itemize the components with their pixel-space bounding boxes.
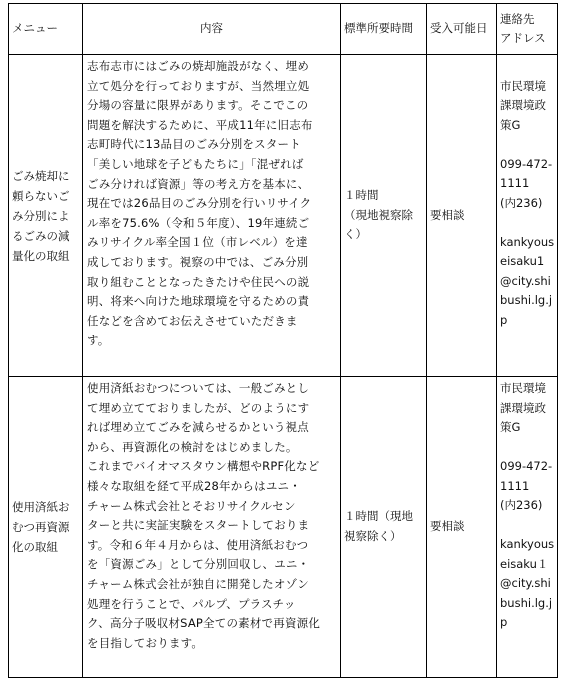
content-line: を目指しております。 <box>87 635 204 650</box>
contact-dept-line: 市民環境 <box>500 78 546 93</box>
contact-email-line: kankyous <box>500 234 555 249</box>
menu-line: むつ再資源 <box>12 520 70 534</box>
tour-menu-table <box>8 3 558 678</box>
contact-dept-line: 策G <box>500 117 521 132</box>
time-cell <box>341 377 427 678</box>
header-content: 内容 <box>83 4 341 55</box>
contact-phone-line: (内236) <box>500 498 543 512</box>
content-line: 現在では26品目のごみ分別を行いリサイク <box>87 196 312 211</box>
content-line: 分場の容量に限界があります。そこでこの <box>87 98 309 113</box>
time-line: １時間 <box>344 188 379 203</box>
content-line: れば埋め立てごみを減らせるかという視点 <box>87 420 309 435</box>
contact-cell <box>497 55 558 377</box>
menu-line: ごみ焼却に <box>12 168 70 183</box>
menu-line: 頼らないご <box>12 188 70 203</box>
content-line: 処理を行うことで、パルプ、プラスチッ <box>87 596 296 611</box>
header-time: 標準所要時間 <box>341 4 427 55</box>
content-cell <box>83 377 341 678</box>
content-line: 使用済紙おむつについては、一般ごみとし <box>87 381 310 395</box>
contact-phone-line: 099-472- <box>500 459 553 473</box>
contact-dept-line: 策G <box>500 420 521 434</box>
content-line: チャーム株式会社とそおリサイクルセン <box>87 498 296 513</box>
menu-line: るごみの減 <box>12 228 70 243</box>
content-line: す。 <box>87 333 110 348</box>
menu-line: 使用済紙お <box>12 500 70 514</box>
content-line: 志町時代に13品目のごみ分別をスタート <box>87 137 301 152</box>
contact-email-line: kankyous <box>500 537 555 551</box>
header-menu: メニュー <box>9 4 83 55</box>
header-row <box>9 4 558 55</box>
contact-email-line: p <box>500 615 508 629</box>
content-line: ごみ分ければ資源」等の考え方を基本に、 <box>87 176 310 191</box>
content-line: 様々な取組を経て平成28年からはユニ・ <box>87 478 301 493</box>
time-line: （現地視察除 <box>344 207 413 222</box>
content-line: みリサイクル率全国１位（市レベル）を達 <box>87 235 308 250</box>
content-line: これまでバイオマスタウン構想やRPF化など <box>87 459 320 474</box>
contact-email-line: eisaku1 <box>500 254 545 268</box>
contact-phone-line: (内236) <box>500 195 543 210</box>
header-contact <box>497 4 558 55</box>
content-line: て埋め立てておりましたが、どのようにす <box>87 400 310 415</box>
content-line: チャーム株式会社が独自に開発したオゾン <box>87 576 309 591</box>
content-line: 任などを含めてお伝えさせていただきま <box>87 313 298 328</box>
content-line: 志布志市にはごみの焼却施設がなく、埋め <box>87 59 310 73</box>
content-line: 問題を解決するために、平成11年に旧志布 <box>87 117 313 132</box>
time-line: く） <box>344 227 367 242</box>
header-address-line: アドレス <box>500 31 546 45</box>
days-cell: 要相談 <box>427 55 497 377</box>
content-cell <box>83 55 341 377</box>
contact-email-line: eisaku１ <box>500 556 549 571</box>
content-line: 明、将来へ向けた地球環境を守るための責 <box>87 294 310 309</box>
content-line: す。令和６年４月からは、使用済紙おむつ <box>87 537 309 552</box>
content-line: 取り組むこととなったきたけや住民への説 <box>87 274 310 289</box>
content-line: 「美しい地球を子どもたちに」「混ぜれば <box>87 156 304 171</box>
menu-cell <box>9 377 83 678</box>
time-line: １時間（現地 <box>344 509 413 524</box>
header-days: 受入可能日 <box>427 4 497 55</box>
contact-email-line: bushi.lg.j <box>500 293 553 307</box>
content-line: ル率を75.6%（令和５年度）、19年連続ご <box>87 215 310 230</box>
time-cell <box>341 55 427 377</box>
content-line: 立て処分を行っておりますが、当然埋立処 <box>87 78 310 93</box>
time-line: 視察除く） <box>344 529 402 543</box>
header-contact-line: 連絡先 <box>500 12 535 26</box>
content-line: から、再資源化の検討をはじめました。 <box>87 439 298 454</box>
contact-email-line: @city.shi <box>500 273 551 288</box>
content-line: ターと共に実証実験をスタートしておりま <box>87 518 310 533</box>
contact-dept-line: 市民環境 <box>500 381 546 395</box>
table-row <box>9 377 558 678</box>
contact-phone-line: 1111 <box>500 478 530 493</box>
contact-cell <box>497 377 558 678</box>
content-line: ク、高分子吸収材SAP全ての素材で再資源化 <box>87 616 321 631</box>
days-cell: 要相談 <box>427 377 497 678</box>
contact-phone-line: 1111 <box>500 176 530 190</box>
contact-email-line: bushi.lg.j <box>500 595 553 610</box>
content-line: 成しております。視察の中では、ごみ分別 <box>87 254 309 269</box>
contact-dept-line: 課環境政 <box>500 400 546 415</box>
contact-email-line: p <box>500 312 508 327</box>
menu-line: 化の取組 <box>12 540 58 554</box>
menu-line: 量化の取組 <box>12 248 70 263</box>
content-line: を「資源ごみ」として分別回収し、ユニ・ <box>87 557 310 572</box>
menu-line: み分別によ <box>12 208 70 223</box>
table-row <box>9 55 558 377</box>
contact-phone-line: 099-472- <box>500 156 553 171</box>
contact-dept-line: 課環境政 <box>500 98 546 112</box>
menu-cell <box>9 55 83 377</box>
contact-email-line: @city.shi <box>500 576 551 590</box>
